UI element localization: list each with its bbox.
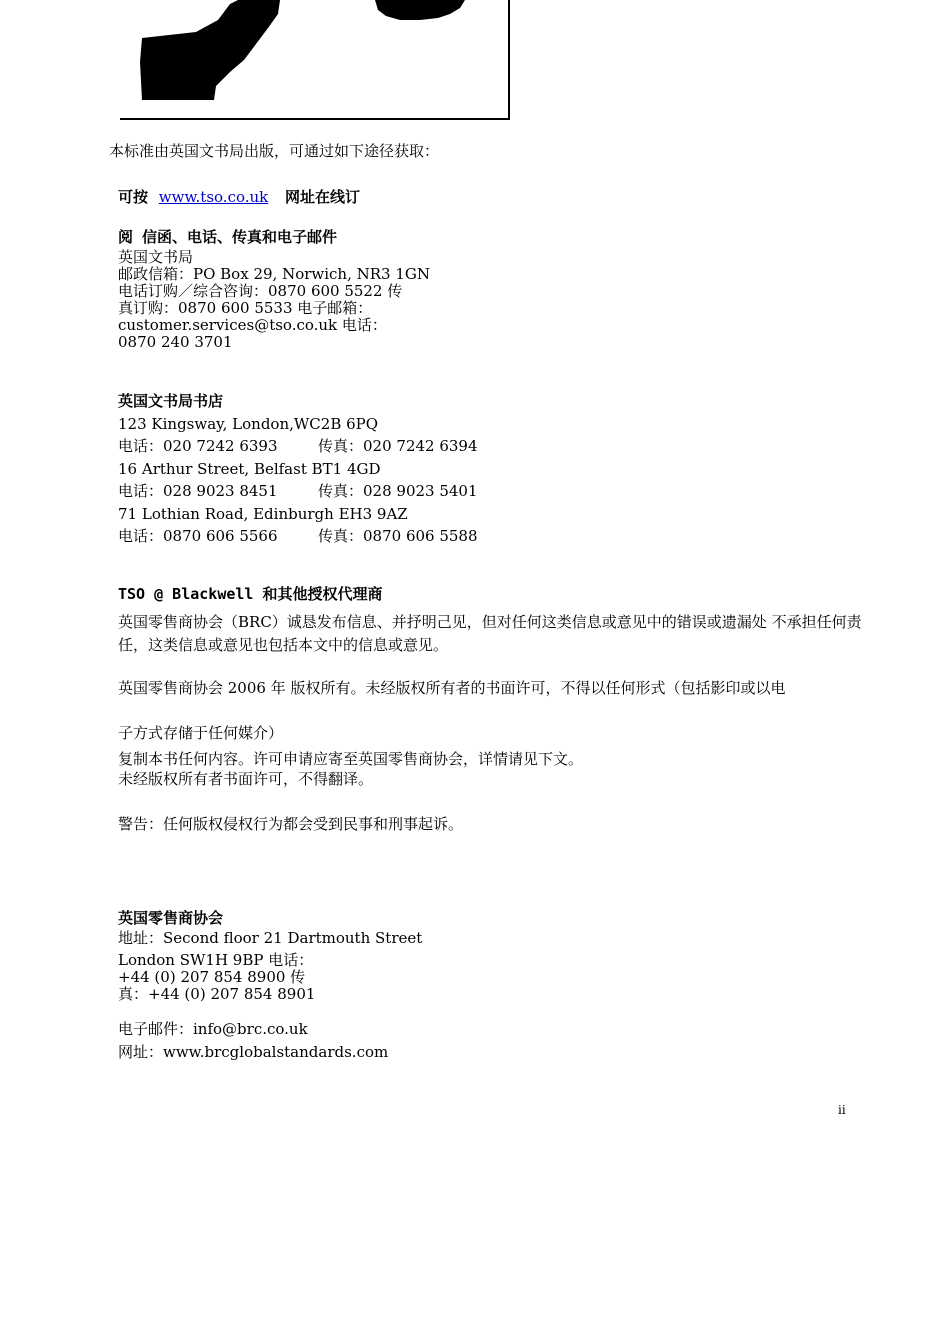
disclaimer-paragraph: 英国零售商协会（BRC）诚恳发布信息、并抒明己见，但对任何这类信息或意见中的错误或遗漏处 不承担任何责任，这类信息或意见也包括本文中的信息或意见。 [118, 613, 862, 654]
bookshop-fax: 传真：0870 606 5588 [318, 527, 478, 545]
tso-contact-line: 英国文书局 [118, 248, 194, 266]
mail-order-heading: 阅 信函、电话、传真和电子邮件 [118, 228, 338, 246]
brc-phone: +44 (0) 207 854 8900 传 [118, 968, 306, 986]
tso-contact-line: 电话订购／综合咨询：0870 600 5522 传 [118, 282, 403, 300]
tso-contact-block [118, 249, 430, 351]
bookshop-list [118, 413, 478, 547]
bookshop-fax: 传真：020 7242 6394 [318, 437, 478, 455]
intro-text: 本标准由英国文书局出版，可通过如下途径获取： [109, 142, 440, 160]
brc-heading: 英国零售商协会 [118, 909, 224, 927]
bookshop-tel: 电话：020 7242 6393 [118, 437, 278, 455]
bookshop-entry [118, 503, 478, 547]
brc-address-line: London SW1H 9BP 电话： [118, 951, 314, 969]
bookshop-tel: 电话：028 9023 8451 [118, 482, 278, 500]
bookshop-entry [118, 458, 478, 502]
page-number: ii [838, 1103, 846, 1117]
bookshop-entry [118, 413, 478, 457]
bookshop-fax: 传真：028 9023 5401 [318, 482, 478, 500]
copyright-line: 英国零售商协会 2006 年 版权所有。未经版权所有者的书面许可，不得以任何形式（包括影印或以电 [118, 679, 786, 697]
copyright-line: 子方式存储于任何媒介） [118, 724, 284, 742]
tso-contact-line: 真订购：0870 600 5533 电子邮箱： [118, 299, 373, 317]
copyright-line: 复制本书任何内容。许可申请应寄至英国零售商协会，详情请见下文。 [118, 750, 584, 768]
logo-image [120, 0, 510, 120]
brc-email: 电子邮件：info@brc.co.uk [118, 1020, 308, 1038]
logo-graphic [120, 0, 510, 120]
brc-fax: 真：+44 (0) 207 854 8901 [118, 985, 316, 1003]
agents-heading: TSO @ Blackwell 和其他授权代理商 [118, 585, 383, 603]
tso-website-link[interactable]: www.tso.co.uk [158, 188, 269, 206]
online-prefix: 可按 [118, 188, 149, 206]
bookshop-address: 123 Kingsway, London,WC2B 6PQ [118, 415, 379, 433]
bookshop-phones [118, 525, 478, 547]
brc-contact-block [118, 930, 422, 1003]
bookshop-address: 71 Lothian Road, Edinburgh EH3 9AZ [118, 505, 408, 523]
bookshop-phones [118, 480, 478, 502]
tso-contact-line: 0870 240 3701 [118, 333, 233, 351]
bookshop-address: 16 Arthur Street, Belfast BT1 4GD [118, 460, 381, 478]
bookshops-heading: 英国文书局书店 [118, 392, 224, 410]
online-order-line [118, 186, 360, 207]
brc-address-line: 地址：Second floor 21 Dartmouth Street [118, 929, 423, 947]
online-suffix: 网址在线订 [285, 188, 361, 206]
tso-contact-line: customer.services@tso.co.uk 电话： [118, 316, 387, 334]
tso-contact-line: 邮政信箱：PO Box 29, Norwich, NR3 1GN [118, 265, 431, 283]
warning-text: 警告：任何版权侵权行为都会受到民事和刑事起诉。 [118, 815, 464, 833]
bookshop-phones [118, 435, 478, 457]
bookshop-tel: 电话：0870 606 5566 [118, 527, 278, 545]
brc-website: 网址：www.brcglobalstandards.com [118, 1043, 389, 1061]
copyright-line: 未经版权所有者书面许可，不得翻译。 [118, 770, 374, 788]
